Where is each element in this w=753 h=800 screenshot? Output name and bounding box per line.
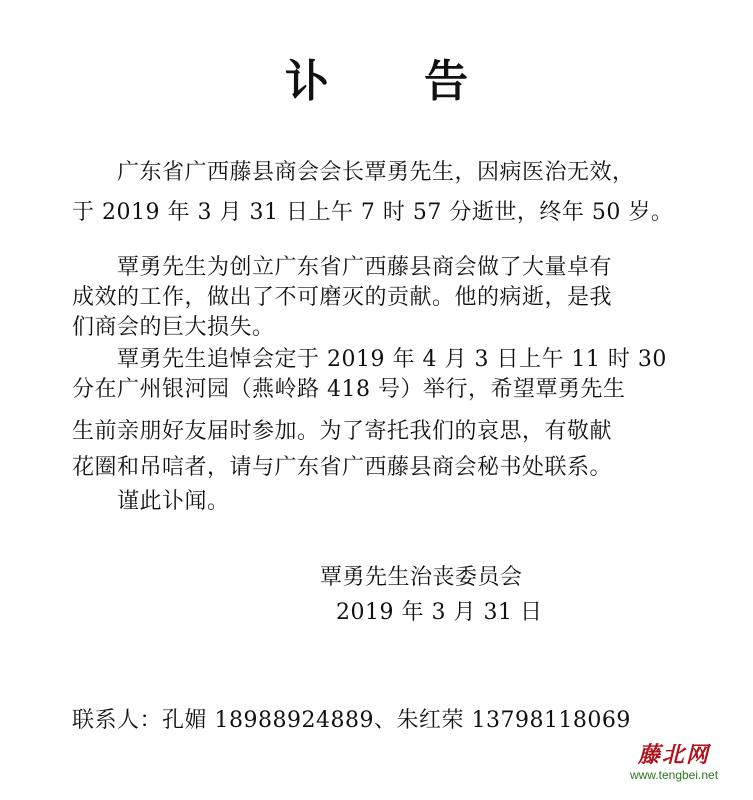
body-line-8: 生前亲朋好友届时参加。为了寄托我们的哀思，有敬献: [72, 419, 613, 444]
body-line-5: 们商会的巨大损失。: [72, 315, 275, 340]
watermark-logo: 藤北网: [637, 742, 710, 768]
body-line-4: 成效的工作，做出了不可磨灭的贡献。他的病逝，是我: [72, 285, 613, 310]
body-line-1: 广东省广西藤县商会会长覃勇先生，因病医治无效，: [117, 160, 635, 185]
notice-title: 讣 告: [284, 56, 509, 107]
contact-line: 联系人：孔媚 18988924889、朱红荣 13798118069: [72, 708, 631, 733]
site-watermark: [615, 742, 733, 782]
body-line-3: 覃勇先生为创立广东省广西藤县商会做了大量卓有: [117, 255, 613, 280]
body-line-7: 分在广州银河园（燕岭路 418 号）举行，希望覃勇先生: [72, 377, 626, 402]
watermark-url: www.tengbei.net: [629, 768, 719, 782]
body-line-9: 花圈和吊唁者，请与广东省广西藤县商会秘书处联系。: [72, 455, 613, 480]
notice-date: 2019 年 3 月 31 日: [336, 600, 543, 625]
body-line-2: 于 2019 年 3 月 31 日上午 7 时 57 分逝世，终年 50 岁。: [72, 200, 674, 225]
signature: 覃勇先生治丧委员会: [320, 565, 523, 590]
body-line-10: 谨此讣闻。: [117, 489, 230, 514]
body-line-6: 覃勇先生追悼会定于 2019 年 4 月 3 日上午 11 时 30: [117, 347, 667, 372]
